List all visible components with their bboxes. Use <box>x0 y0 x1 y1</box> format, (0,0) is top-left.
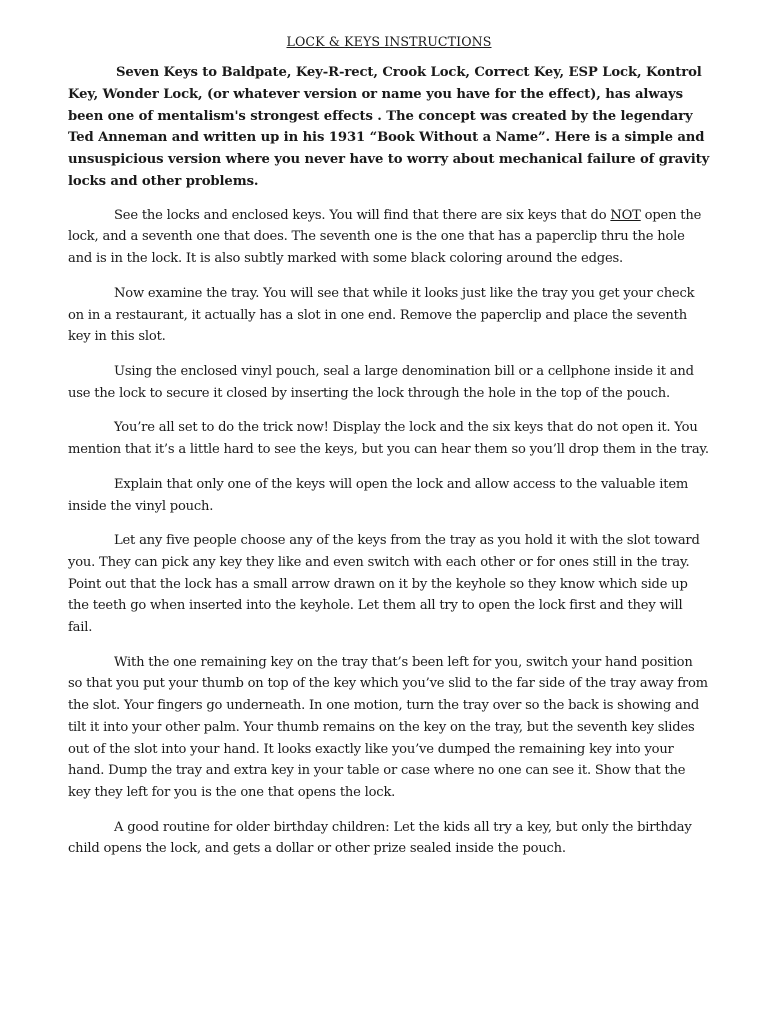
intro-paragraph: Seven Keys to Baldpate, Key-R-rect, Crook Lock, Correct Key, ESP Lock, Kontrol Key, Wonder Lock, (or whatever version or name you have for the effect), has always been one of mentalism's strongest effects . The concept was created by the legendary Ted Anneman and written up in his 1931 “Book Without a Name”. Here is a simple and unsuspicious version where you never have to worry about mechanical failure of gravity locks and other problems. <box>68 65 710 189</box>
paragraph-text: open the lock, and a seventh one that does. The seventh one is the one that has a paperclip thru the hole and is in the lock. It is also subtly marked with some black coloring around the edges. <box>68 207 702 267</box>
paragraph-birthday-routine: A good routine for older birthday children: Let the kids all try a key, but only the birthday child opens the lock, and gets a dollar or other prize sealed inside the pouch. <box>68 819 692 857</box>
paragraph-display: You’re all set to do the trick now! Display the lock and the six keys that do not open it. You mention that it’s a little hard to see the keys, but you can hear them so you’ll drop them in the tray. <box>68 420 709 458</box>
paragraph-switch: With the one remaining key on the tray that’s been left for you, switch your hand position so that you put your thumb on top of the key which you’ve slid to the far side of the tray away from the slot. Your fingers go underneath. In one motion, turn the tray over so the back is showing and tilt it into your other palm. Your thumb remains on the key on the tray, but the seventh key slides out of the slot into your hand. It looks exactly like you’ve dumped the remaining key into your hand. Dump the tray and extra key in your table or case where no one can see it. Show that the key they left for you is the one that opens the lock. <box>68 654 708 800</box>
paragraph-explain: Explain that only one of the keys will open the lock and allow access to the valuable item inside the vinyl pouch. <box>68 476 689 514</box>
emphasis-not: NOT <box>610 207 641 223</box>
document-title: LOCK & KEYS INSTRUCTIONS <box>286 34 492 49</box>
paragraph-text: See the locks and enclosed keys. You will find that there are six keys that do <box>114 207 611 223</box>
document-page <box>68 34 710 873</box>
paragraph-tray: Now examine the tray. You will see that while it looks just like the tray you get your check on in a restaurant, it actually has a slot in one end. Remove the paperclip and place the seventh key in this slot. <box>68 285 695 345</box>
paragraph-choose-keys: Let any five people choose any of the keys from the tray as you hold it with the slot toward you. They can pick any key they like and even switch with each other or for ones still in the tray. Point out that the lock has a small arrow drawn on it by the keyhole so they know which side up the teeth go when inserted into the keyhole. Let them all try to open the lock first and they will fail. <box>68 533 700 636</box>
paragraph-pouch: Using the enclosed vinyl pouch, seal a large denomination bill or a cellphone inside it and use the lock to secure it closed by inserting the lock through the hole in the top of the pouch. <box>68 364 694 401</box>
paragraph-locks-and-keys <box>68 205 710 270</box>
